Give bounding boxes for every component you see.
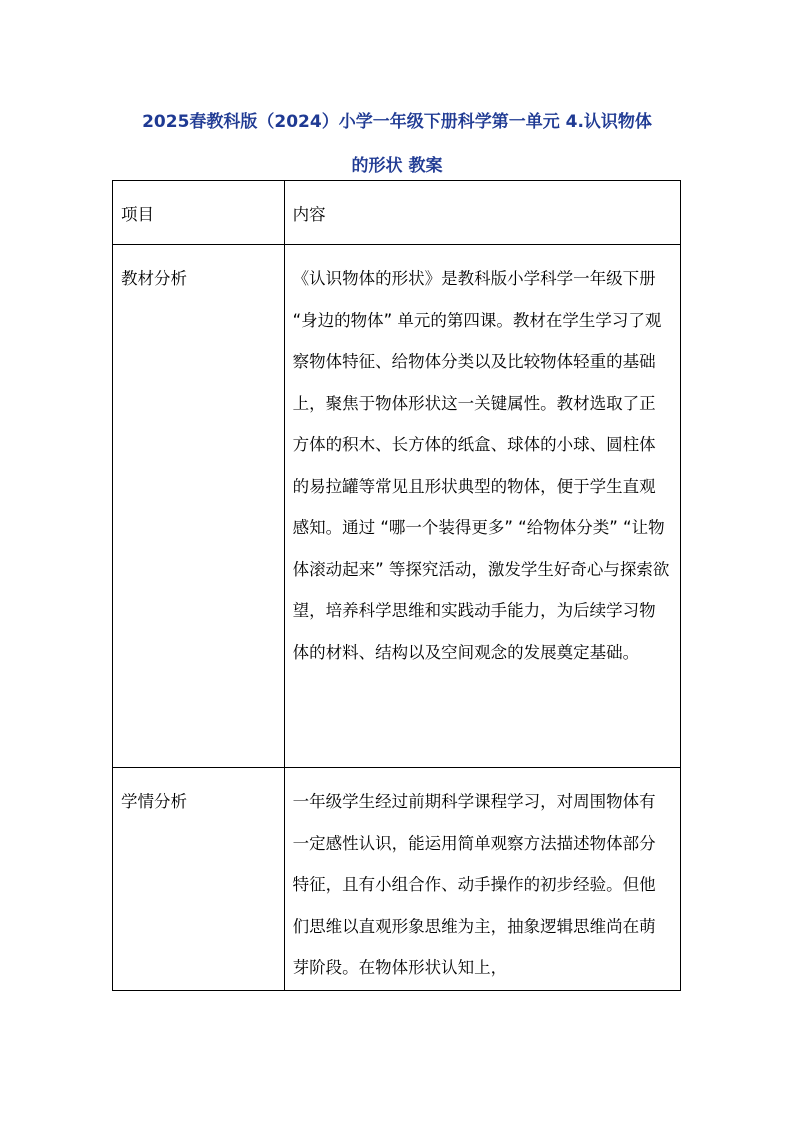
row-item-cell: 学情分析 (113, 768, 285, 991)
header-content-cell: 内容 (284, 181, 680, 245)
header-item-cell: 项目 (113, 181, 285, 245)
table-row (113, 245, 681, 768)
title-line-2: 的形状 教案 (351, 156, 443, 176)
table-row (113, 768, 681, 991)
table-header-row (113, 181, 681, 245)
document-title (90, 100, 704, 188)
row-item-cell: 教材分析 (113, 245, 285, 768)
title-line-1: 2025春教科版（2024）小学一年级下册科学第一单元 4.认识物体 (142, 112, 652, 132)
row-content-cell: 一年级学生经过前期科学课程学习，对周围物体有一定感性认识，能运用简单观察方法描述物体部分特征，且有小组合作、动手操作的初步经验。但他们思维以直观形象思维为主，抽象逻辑思维尚在萌芽阶段。在物体形状认知上， (284, 768, 680, 991)
row-content-cell: 《认识物体的形状》是教科版小学科学一年级下册 “身边的物体” 单元的第四课。教材在学生学习了观察物体特征、给物体分类以及比较物体轻重的基础上，聚焦于物体形状这一关键属性。教材选取了正方体的积木、长方体的纸盒、球体的小球、圆柱体的易拉罐等常见且形状典型的物体，便于学生直观感知。通过 “哪一个装得更多” “给物体分类” “让物体滚动起来” 等探究活动，激发学生好奇心与探索欲望，培养科学思维和实践动手能力，为后续学习物体的材料、结构以及空间观念的发展奠定基础。 (284, 245, 680, 768)
lesson-plan-table (112, 180, 681, 991)
